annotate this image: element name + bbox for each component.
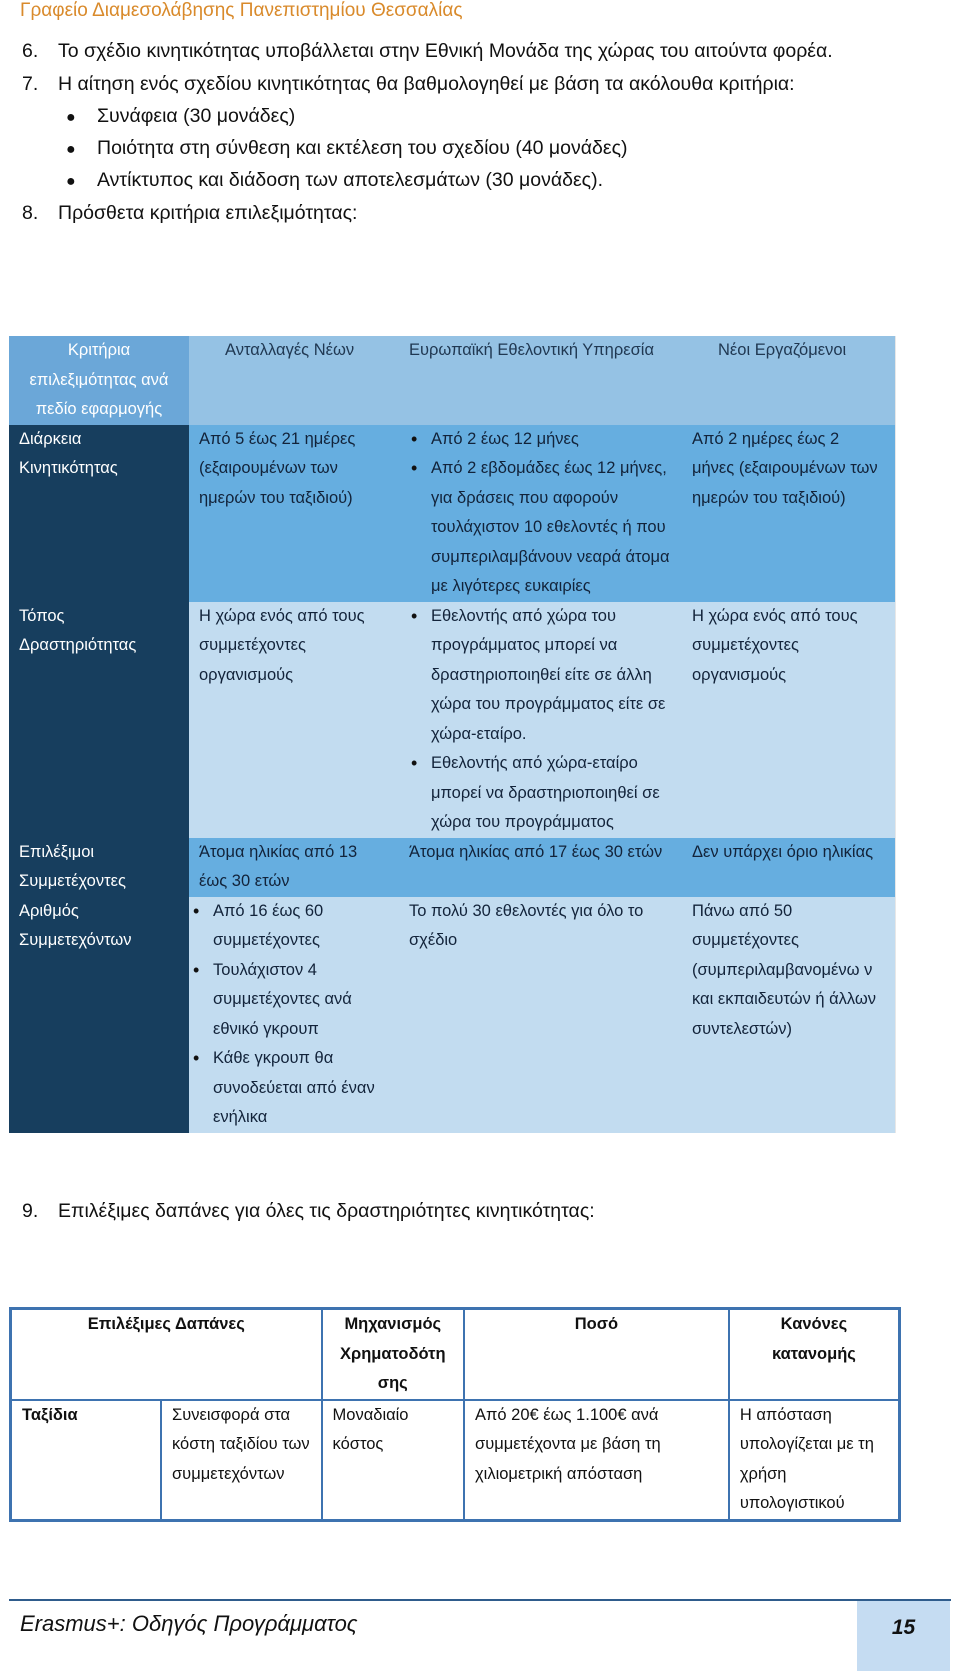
item-number: 8. [22, 202, 39, 224]
table-cell: Από 20€ έως 1.100€ ανά συμμετέχοντα με βάση τη χιλιομετρική απόσταση [464, 1400, 729, 1521]
list-item: • Τουλάχιστον 4 συμμετέχοντες ανά εθνικό γκρουπ [191, 956, 389, 1045]
table-cell: Δεν υπάρχει όριο ηλικίας [682, 838, 895, 897]
item-number: 7. [22, 73, 39, 95]
list-item: • Εθελοντής από χώρα-εταίρο μπορεί να δραστηριοποιηθεί σε χώρα του προγράμματος [409, 749, 672, 838]
table-cell: Ταξίδια [11, 1400, 162, 1521]
table-header-cell: Ποσό [464, 1309, 729, 1400]
bullet-item [66, 137, 627, 160]
item-number: 9. [22, 1200, 39, 1222]
bullet-list [409, 425, 672, 602]
list-item-9 [22, 1200, 595, 1223]
table-header-cell: Κριτήρια επιλεξιμότητας ανά πεδίο εφαρμογής [9, 336, 189, 425]
row-label: Επιλέξιμοι Συμμετέχοντες [9, 838, 189, 897]
bullet-list [409, 602, 672, 838]
bullet-icon: ● [66, 173, 76, 190]
item-text: Το σχέδιο κινητικότητας υποβάλλεται στην Εθνική Μονάδα της χώρας του αιτούντα φορέα. [58, 40, 833, 62]
table-cell: Το πολύ 30 εθελοντές για όλο το σχέδιο [399, 897, 682, 1133]
table-cell [189, 897, 399, 1133]
table-cell: Από 5 έως 21 ημέρες (εξαιρουμένων των ημερών του ταξιδιού) [189, 425, 399, 602]
table-cell [399, 425, 682, 602]
list-item-6 [22, 40, 833, 63]
bullet-item [66, 169, 603, 192]
row-label: Διάρκεια Κινητικότητας [9, 425, 189, 602]
item-text: Η αίτηση ενός σχεδίου κινητικότητας θα βαθμολογηθεί με βάση τα ακόλουθα κριτήρια: [58, 73, 795, 95]
footer-title: Erasmus+: Οδηγός Προγράμματος [20, 1611, 358, 1636]
list-item-7 [22, 73, 795, 96]
bullet-item [66, 105, 295, 128]
eligibility-criteria-table [9, 336, 896, 1133]
bullet-list [191, 897, 389, 1133]
row-label: Τόπος Δραστηριότητας [9, 602, 189, 838]
item-text: Επιλέξιμες δαπάνες για όλες τις δραστηριότητες κινητικότητας: [58, 1200, 595, 1222]
table-header-row [9, 336, 895, 425]
eligible-costs-table [9, 1307, 901, 1522]
table-cell: Η απόσταση υπολογίζεται με τη χρήση υπολογιστικού [729, 1400, 900, 1521]
table-header-cell: Κανόνες κατανομής [729, 1309, 900, 1400]
footer-divider [9, 1599, 951, 1601]
table-header-cell: Επιλέξιμες Δαπάνες [11, 1309, 322, 1400]
bullet-text: Συνάφεια (30 μονάδες) [97, 105, 296, 127]
table-row [9, 425, 895, 602]
bullet-icon: ● [66, 109, 76, 126]
table-cell: Άτομα ηλικίας από 17 έως 30 ετών [399, 838, 682, 897]
table-cell [399, 602, 682, 838]
page-header: Γραφείο Διαμεσολάβησης Πανεπιστημίου Θεσσαλίας [20, 0, 463, 21]
list-item: • Από 2 εβδομάδες έως 12 μήνες, για δράσεις που αφορούν τουλάχιστον 10 εθελοντές ή που συμπεριλαμβάνουν νεαρά άτομα με λιγότερες ευκαιρίες [409, 454, 672, 602]
row-label: Αριθμός Συμμετεχόντων [9, 897, 189, 1133]
table-row [11, 1400, 900, 1521]
table-row [9, 897, 895, 1133]
list-item: • Κάθε γκρουπ θα συνοδεύεται από έναν ενήλικα [191, 1044, 389, 1133]
table-header-cell: Ευρωπαϊκή Εθελοντική Υπηρεσία [399, 336, 682, 425]
table-cell: Συνεισφορά στα κόστη ταξιδίου των συμμετεχόντων [161, 1400, 322, 1521]
table-cell: Μοναδιαίο κόστος [322, 1400, 464, 1521]
table-cell: Άτομα ηλικίας από 13 έως 30 ετών [189, 838, 399, 897]
page-number: 15 [857, 1601, 950, 1671]
table-row [9, 602, 895, 838]
list-item: • Από 16 έως 60 συμμετέχοντες [191, 897, 389, 956]
list-item-8 [22, 202, 357, 225]
table-header-cell: Ανταλλαγές Νέων [189, 336, 399, 425]
table-cell: Πάνω από 50 συμμετέχοντες (συμπεριλαμβανομένω ν και εκπαιδευτών ή άλλων συντελεστών) [682, 897, 895, 1133]
table-cell: Η χώρα ενός από τους συμμετέχοντες οργανισμούς [189, 602, 399, 838]
bullet-icon: ● [66, 141, 76, 158]
item-text: Πρόσθετα κριτήρια επιλεξιμότητας: [58, 202, 358, 224]
table-header-cell: Μηχανισμός Χρηματοδότη σης [322, 1309, 464, 1400]
item-number: 6. [22, 40, 39, 62]
table-cell: Από 2 ημέρες έως 2 μήνες (εξαιρουμένων των ημερών του ταξιδιού) [682, 425, 895, 602]
table-cell: Η χώρα ενός από τους συμμετέχοντες οργανισμούς [682, 602, 895, 838]
bullet-text: Ποιότητα στη σύνθεση και εκτέλεση του σχεδίου (40 μονάδες) [97, 137, 628, 159]
table-header-cell: Νέοι Εργαζόμενοι [682, 336, 895, 425]
list-item: • Εθελοντής από χώρα του προγράμματος μπορεί να δραστηριοποιηθεί είτε σε άλλη χώρα του προγράμματος είτε σε χώρα-εταίρο. [409, 602, 672, 750]
list-item: • Από 2 έως 12 μήνες [409, 425, 672, 455]
table-row [9, 838, 895, 897]
table-header-row [11, 1309, 900, 1400]
bullet-text: Αντίκτυπος και διάδοση των αποτελεσμάτων (30 μονάδες). [97, 169, 603, 191]
